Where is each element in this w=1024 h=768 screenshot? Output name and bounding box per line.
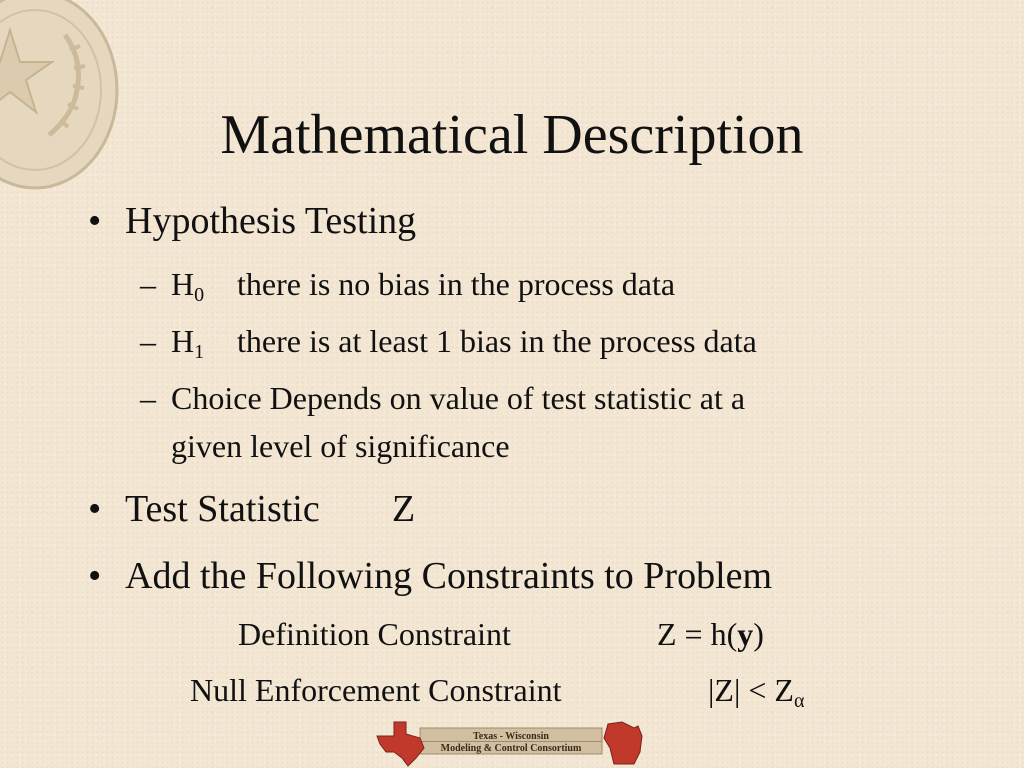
slide-title: Mathematical Description [220, 104, 804, 166]
bullet-marker: • [88, 200, 102, 242]
bullet-marker: • [88, 488, 102, 530]
def-eq-vector: y [737, 616, 754, 652]
dash-marker: – [140, 266, 156, 302]
h1-subscript: 1 [194, 341, 205, 363]
consortium-logo [372, 718, 650, 768]
h0-text: there is no bias in the process data [237, 266, 676, 302]
h0-symbol: H [171, 266, 195, 302]
def-eq-suffix: ) [753, 616, 764, 652]
choice-text-line-1: Choice Depends on value of test statistic at a [171, 380, 746, 416]
texas-map-icon [377, 722, 424, 766]
h0-subscript: 0 [194, 284, 205, 306]
bullet-add-constraints: Add the Following Constraints to Problem [125, 555, 773, 597]
bullet-test-statistic: Test Statistic [125, 488, 320, 530]
null-eq-subscript: α [793, 690, 805, 712]
test-statistic-symbol: Z [392, 488, 416, 530]
h1-symbol: H [171, 323, 195, 359]
sub-bullet-h1 [171, 321, 204, 361]
definition-constraint-label: Definition Constraint [238, 616, 511, 652]
logo-line-2: Modeling & Control Consortium [440, 743, 582, 754]
null-enforcement-label: Null Enforcement Constraint [190, 672, 562, 708]
wisconsin-map-icon [604, 722, 642, 764]
definition-constraint-equation [657, 614, 764, 654]
null-eq-main: |Z| < Z [708, 672, 794, 708]
dash-marker: – [140, 323, 156, 359]
bullet-marker: • [88, 555, 102, 597]
sub-bullet-h0 [171, 264, 204, 304]
def-eq-prefix: Z = h( [657, 616, 738, 652]
bullet-hypothesis-testing: Hypothesis Testing [125, 200, 417, 242]
logo-line-1: Texas - Wisconsin [473, 731, 549, 742]
h1-text: there is at least 1 bias in the process data [237, 323, 757, 359]
dash-marker: – [140, 380, 156, 416]
null-enforcement-equation [708, 670, 804, 710]
choice-text-line-2: given level of significance [171, 428, 510, 464]
